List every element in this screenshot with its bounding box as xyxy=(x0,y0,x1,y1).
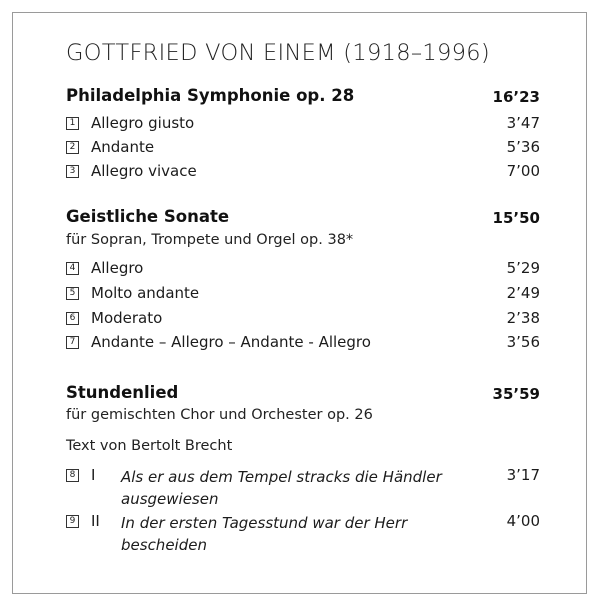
work-title-stundenlied: Stundenlied xyxy=(66,383,179,402)
track-title: In der ersten Tagesstund war der Herr bescheiden xyxy=(121,514,408,554)
track-duration: 5’29 xyxy=(506,259,540,277)
track-number-box: 9 xyxy=(66,515,79,528)
track-number-box: 3 xyxy=(66,165,79,178)
work-total-stundenlied: 35’59 xyxy=(492,385,540,403)
work-title-geistliche-sonate: Geistliche Sonate xyxy=(66,207,230,226)
track-title: Andante – Allegro – Andante - Allegro xyxy=(91,333,371,351)
track-title: Als er aus dem Tempel stracks die Händler ausgewiesen xyxy=(121,468,442,508)
track-row xyxy=(66,138,540,160)
track-title: Allegro giusto xyxy=(91,114,195,132)
track-number-box: 4 xyxy=(66,262,79,275)
track-row xyxy=(66,512,540,556)
work-total-philadelphia: 16’23 xyxy=(492,88,540,106)
work-subtitle: für gemischten Chor und Orchester op. 26 xyxy=(66,407,373,423)
track-title: Moderato xyxy=(91,309,163,327)
track-number-box: 2 xyxy=(66,141,79,154)
track-row xyxy=(66,162,540,184)
text-credit: Text von Bertolt Brecht xyxy=(66,438,233,454)
track-number-box: 5 xyxy=(66,287,79,300)
track-number-box: 8 xyxy=(66,469,79,482)
track-duration: 5’36 xyxy=(506,138,540,156)
track-row xyxy=(66,114,540,136)
track-title: Allegro xyxy=(91,259,144,277)
track-title: Molto andante xyxy=(91,284,200,302)
track-row xyxy=(66,284,540,306)
track-duration: 2’38 xyxy=(506,309,540,327)
track-number-box: 7 xyxy=(66,336,79,349)
track-title: Andante xyxy=(91,138,155,156)
work-subtitle: für Sopran, Trompete und Orgel op. 38* xyxy=(66,232,354,248)
track-duration: 3’47 xyxy=(506,114,540,132)
composer-heading: GOTTFRIED VON EINEM (1918–1996) xyxy=(66,40,490,66)
track-row xyxy=(66,333,540,355)
track-number-box: 1 xyxy=(66,117,79,130)
track-duration: 3’56 xyxy=(506,333,540,351)
movement-roman-numeral: I xyxy=(91,466,96,484)
track-row xyxy=(66,259,540,281)
track-row xyxy=(66,309,540,331)
track-duration: 7’00 xyxy=(506,162,540,180)
work-total-geistliche-sonate: 15’50 xyxy=(492,209,540,227)
movement-roman-numeral: II xyxy=(91,512,100,530)
work-title-philadelphia: Philadelphia Symphonie op. 28 xyxy=(66,86,355,105)
track-duration: 2’49 xyxy=(506,284,540,302)
track-duration: 3’17 xyxy=(506,466,540,484)
track-title: Allegro vivace xyxy=(91,162,197,180)
track-number-box: 6 xyxy=(66,312,79,325)
track-duration: 4’00 xyxy=(506,512,540,530)
track-row xyxy=(66,466,540,510)
